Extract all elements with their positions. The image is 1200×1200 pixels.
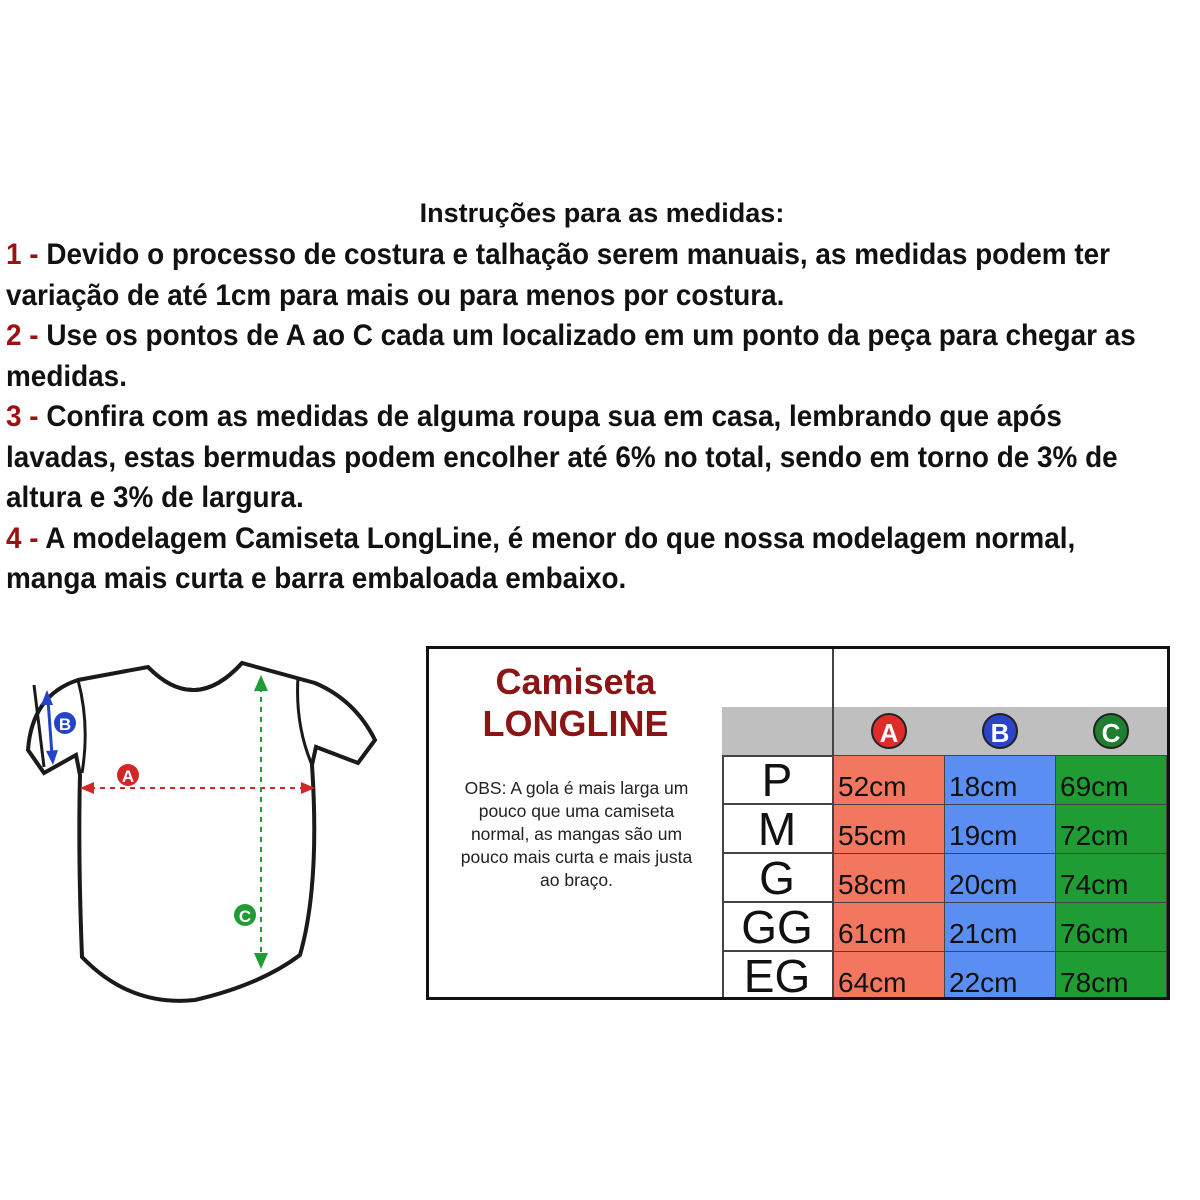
- cell-m-b: 19cm: [945, 805, 1056, 854]
- instructions-title: Instruções para as medidas:: [419, 198, 785, 228]
- instruction-text: manga mais curta e barra embaloada embaixo.: [6, 562, 627, 595]
- instruction-item-4: [6, 519, 1196, 600]
- cell-m-a: 55cm: [834, 805, 945, 854]
- shirt-outline: [28, 663, 375, 1001]
- obs-note: [439, 777, 714, 892]
- cell-p-c: 69cm: [1056, 756, 1167, 805]
- cell-gg-b: 21cm: [945, 903, 1056, 952]
- cell-p-b: 18cm: [945, 756, 1056, 805]
- label-b: B: [58, 715, 72, 734]
- header-badge-a: A: [871, 713, 907, 749]
- brand-title-line2: LONGLINE: [482, 703, 669, 744]
- instruction-number: 2 -: [6, 319, 39, 352]
- obs-line: pouco mais curta e mais justa: [460, 847, 693, 867]
- cell-g-b: 20cm: [945, 854, 1056, 903]
- obs-line: OBS: A gola é mais larga um: [464, 778, 689, 798]
- cell-eg-b: 22cm: [945, 952, 1056, 997]
- cell-eg-c: 78cm: [1056, 952, 1167, 997]
- size-table: [426, 646, 1170, 1000]
- size-cell-g: G: [722, 854, 832, 903]
- brand-panel: [429, 649, 724, 997]
- obs-line: pouco que uma camiseta: [478, 801, 675, 821]
- cell-gg-a: 61cm: [834, 903, 945, 952]
- instructions-block: [6, 198, 1196, 600]
- instruction-text: lavadas, estas bermudas podem encolher até 6% no total, sendo em torno de 3% de: [6, 440, 1118, 474]
- instruction-item-2: [6, 316, 1196, 397]
- instruction-item-3: [6, 397, 1196, 519]
- obs-line: normal, as mangas são um: [470, 824, 683, 844]
- instruction-text: Confira com as medidas de alguma roupa sua em casa, lembrando que após: [38, 400, 1062, 433]
- obs-line: ao braço.: [540, 870, 613, 890]
- instruction-text: variação de até 1cm para mais ou para menos por costura.: [6, 278, 785, 312]
- header-badge-c: C: [1093, 713, 1129, 749]
- size-header-band: [722, 707, 832, 757]
- instruction-number: 3 -: [6, 400, 39, 433]
- instruction-number: 1 -: [6, 238, 39, 271]
- shirt-diagram: [20, 655, 390, 1015]
- instruction-item-1: [6, 235, 1196, 316]
- label-a: A: [121, 767, 135, 786]
- brand-title-line1: Camiseta: [495, 661, 656, 702]
- cell-p-a: 52cm: [834, 756, 945, 805]
- size-cell-gg: GG: [722, 903, 832, 952]
- header-badge-b: B: [982, 713, 1018, 749]
- size-header-blank: [722, 649, 832, 709]
- cell-eg-a: 64cm: [834, 952, 945, 997]
- size-cell-eg: EG: [743, 950, 811, 1002]
- cell-m-c: 72cm: [1056, 805, 1167, 854]
- cell-g-a: 58cm: [834, 854, 945, 903]
- instruction-text: Use os pontos de A ao C cada um localizado em um ponto da peça para chegar as: [38, 319, 1136, 352]
- cell-gg-c: 76cm: [1056, 903, 1167, 952]
- instruction-number: 4 -: [6, 521, 39, 555]
- size-cell-p: P: [722, 756, 832, 805]
- instruction-text: A modelagem Camiseta LongLine, é menor do que nossa modelagem normal,: [38, 521, 1076, 555]
- size-cell-m: M: [722, 805, 832, 854]
- instruction-text: altura e 3% de largura.: [6, 481, 304, 514]
- instruction-text: medidas.: [6, 359, 127, 393]
- instruction-text: Devido o processo de costura e talhação serem manuais, as medidas podem ter: [38, 238, 1111, 271]
- label-c: C: [238, 907, 252, 926]
- measure-header-blank: [834, 649, 1167, 709]
- size-column: [722, 649, 834, 1002]
- cell-g-c: 74cm: [1056, 854, 1167, 903]
